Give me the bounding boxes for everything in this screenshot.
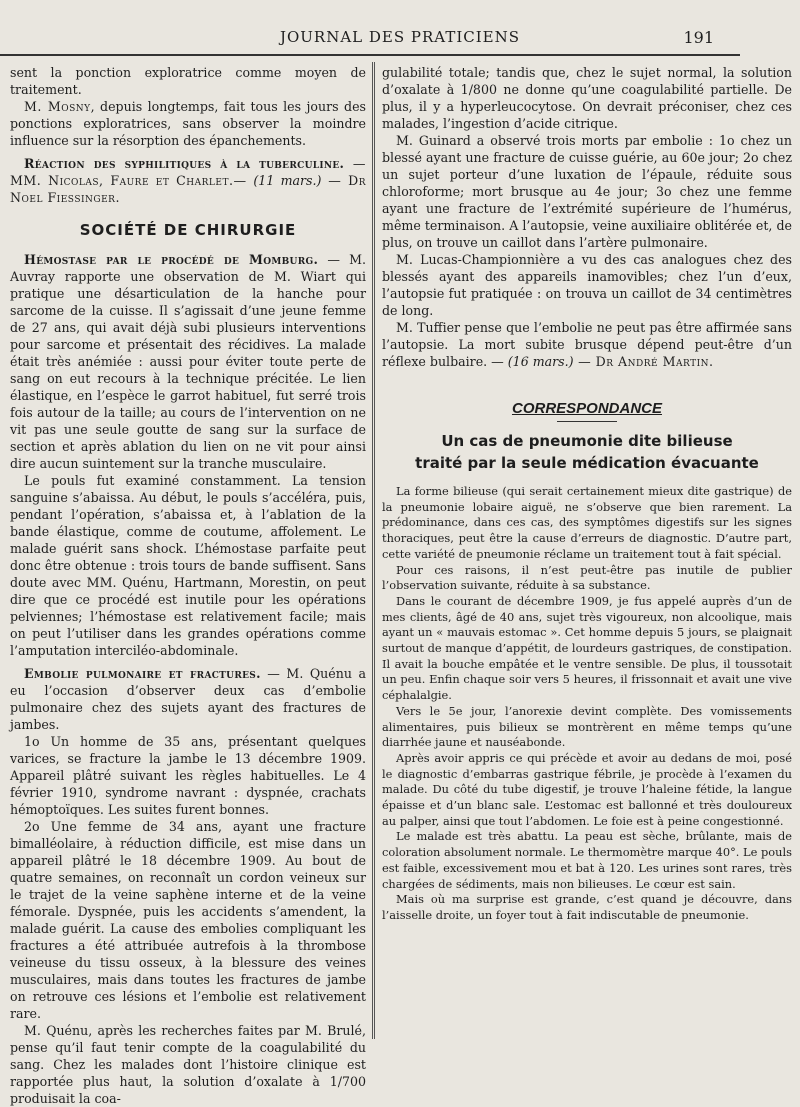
paragraph: La forme bilieuse (qui serait certainement mieux dite gastrique) de la pneumonie lobaire aiguë, ne s’observe que bien rarement. La prédominance, dans ces cas, des symptômes digestifs sur les signes thoraciques, peut être la cause d’erreurs de diagnostic. D’autre part, cette variété de pneumonie réclame un traitement tout à fait spécial. [382, 484, 792, 561]
column-divider [372, 62, 375, 1039]
article-title: Un cas de pneumonie dite bilieuse traité par la seule médication évacuante [415, 432, 759, 472]
section-title: SOCIÉTÉ DE CHIRURGIE [79, 221, 297, 239]
header-rule [0, 54, 740, 56]
left-column [10, 64, 366, 1107]
paragraph: 1o Un homme de 35 ans, présentant quelques varices, se fracture la jambe le 13 décembre 1909. Appareil plâtré suivant les règles habituelles. Le 4 février 1910, syndrome navrant : dyspnée, crachats hémoptoïques. Les suites furent bonnes. [10, 734, 366, 817]
paragraph: M. Lucas-Championnière a vu des cas analogues chez des blessés ayant des appareils inamovibles; chez l’un d’eux, l’autopsie fut pratiquée : on trouva un caillot de 34 centimètres de long. [382, 252, 792, 318]
paragraph: Après avoir appris ce qui précède et avoir au dedans de moi, posé le diagnostic d’embarras gastrique fébrile, je procède à l’examen du malade. Du côté du tube digestif, je trouve l’haleine fétide, la langue épaisse et d’un blanc sale. L’estomac est ballonné et très douloureux au palper, ainsi que tout l’abdomen. Le foie est à peine congestionné. [382, 750, 792, 828]
page-header [0, 0, 800, 52]
paragraph: sent la ponction exploratrice comme moyen de traitement. [10, 65, 366, 97]
paragraph: gulabilité totale; tandis que, chez le sujet normal, la solution d’oxalate à 1/800 ne donne qu’une coagulabilité partielle. De plus, il y a hyperleucocytose. On devrait préconiser, chez ces malades, l’ingestion d’acide citrique. [382, 65, 792, 131]
subsection-title: Embolie pulmonaire et fractures. [24, 666, 261, 681]
paragraph: Réaction des syphilitiques à la tuberculine. — MM. Nicolas, Faure et Charlet.— (11 mars.) — Dr Noel Fiessinger. [10, 156, 366, 205]
subsection-title: Réaction des syphilitiques à la tuberculine. [24, 156, 345, 171]
paragraph: Mais où ma surprise est grande, c’est quand je découvre, dans l’aisselle droite, un foyer tout à fait indiscutable de pneumonie. [382, 892, 792, 922]
section-rule [557, 421, 617, 422]
author-name: M. Mosny [24, 99, 91, 114]
paragraph: Le pouls fut examiné constamment. La tension sanguine s’abaissa. Au début, le pouls s’accéléra, puis, pendant l’opération, s’abaissa et, à l’ablation de la bande élastique, comme de coutume, affolement. Le malade guérit sans shock. L’hémostase parfaite peut donc être obtenue : trois tours de bande suffisent. Sans doute avec MM. Quénu, Hartmann, Morestin, on peut dire que ce procédé est inutile pour les opérations pelviennes; l’hémostase est relativement facile; mais on peut l’utiliser dans les grandes opérations comme l’amputation interciléo-abdominale. [10, 473, 366, 658]
journal-title: JOURNAL DES PRATICIENS [279, 28, 521, 46]
section-title: CORRESPONDANCE [511, 400, 662, 417]
paragraph: M. Mosny, depuis longtemps, fait tous les jours des ponctions exploratrices, sans observer la moindre influence sur la résorption des épanchements. [10, 99, 366, 148]
paragraph: 2o Une femme de 34 ans, ayant une fracture bimalléolaire, à réduction difficile, est mise dans un appareil plâtré le 18 décembre 1909. Au bout de quatre semaines, on reconnaît un cordon veineux sur le trajet de la veine saphène interne et de la veine fémorale. Dyspnée, puis les accidents s’amendent, la malade guérit. La cause des embolies compliquant les fractures a été attribuée autrefois à la thrombose veineuse du tissu osseux, à la blessure des veines musculaires, mais dans toutes les fractures de jambe on retrouve ces lésions et l’embolie est relativement rare. [10, 819, 366, 1021]
paragraph: Vers le 5e jour, l’anorexie devint complète. Des vomissements alimentaires, puis bilieux se montrèrent en même temps qu’une diarrhée jaune et nauséabonde. [382, 703, 792, 750]
page-number: 191 [683, 28, 714, 47]
paragraph: Pour ces raisons, il n’est peut-être pas inutile de publier l’observation suivante, réduite à sa substance. [382, 562, 792, 593]
subsection-title: Hémostase par le procédé de Momburg. [24, 252, 319, 267]
paragraph: M. Tuffier pense que l’embolie ne peut pas être affirmée sans l’autopsie. La mort subite brusque dépend peut-être d’un réflexe bulbaire. — (16 mars.) — Dr André Martin. [382, 320, 792, 369]
paragraph: Le malade est très abattu. La peau est sèche, brûlante, mais de coloration absolument normale. Le thermomètre marque 40°. Le pouls est faible, excessivement mou et bat à 120. Les urines sont rares, très chargées de sédiments, mais non bilieuses. Le cœur est sain. [382, 829, 792, 891]
paragraph: Hémostase par le procédé de Momburg. — M. Auvray rapporte une observation de M. Wiart qui pratique une désarticulation de la hanche pour sarcome de la cuisse. Il s’agissait d’une jeune femme de 27 ans, qui avait déjà subi plusieurs interventions pour sarcome et présentait des récidives. La malade était très anémiée : aussi pour éviter toute perte de sang on eut recours à la technique précitée. Le lien élastique, en l’espèce le garrot habituel, fut serré trois fois autour de la taille; au cours de l’intervention on ne vit pas une seule goutte de sang sur la surface de section et après ablation du lien on ne vit pour ainsi dire aucun suintement sur la tranche musculaire. [10, 252, 367, 471]
paragraph: M. Guinard a observé trois morts par embolie : 1o chez un blessé ayant une fracture de cuisse guérie, au 60e jour; 2o chez un sujet porteur d’une luxation de l’épaule, réduite sous chloroforme; mort brusque au 4e jour; 3o chez une femme ayant une fracture de l’extrémité supérieure de l’humérus, même terminaison. A l’autopsie, veine auxiliaire oblitérée et, de plus, on trouve un caillot dans l’artère pulmonaire. [382, 133, 792, 250]
right-column [382, 64, 792, 924]
paragraph: Embolie pulmonaire et fractures. — M. Quénu a eu l’occasion d’observer deux cas d’embolie pulmonaire chez des sujets ayant des fractures de jambes. [10, 666, 366, 732]
paragraph: Dans le courant de décembre 1909, je fus appelé auprès d’un de mes clients, âgé de 40 ans, sujet très vigoureux, non alcoolique, mais ayant un « mauvais estomac ». Cet homme depuis 5 jours, se plaignait surtout de manque d’appétit, de lourdeurs gastriques, de constipation. Il avait la bouche empâtée et le ventre sensible. De plus, il toussotait un peu. Enfin chaque soir vers 5 heures, il frissonnait et avait une vive céphalalgie. [382, 593, 792, 703]
paragraph: M. Quénu, après les recherches faites par M. Brulé, pense qu’il faut tenir compte de la coagulabilité du sang. Chez les malades dont l’histoire clinique est rapportée plus haut, la solution d’oxalate à 1/700 produisait la coa- [10, 1023, 366, 1106]
